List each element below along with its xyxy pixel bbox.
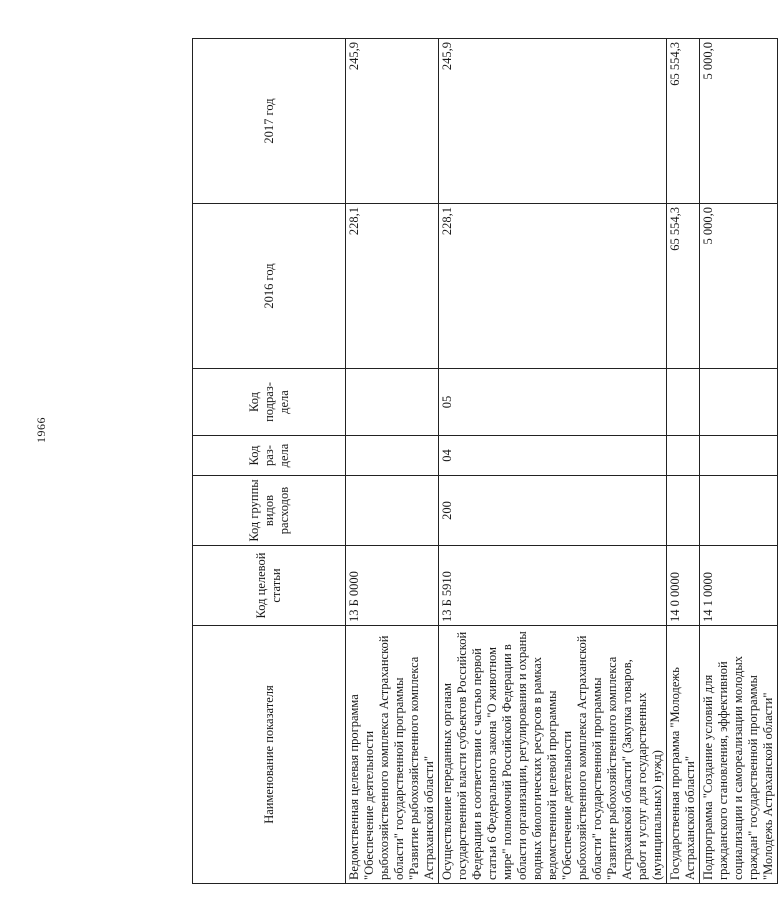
table-row — [700, 39, 778, 884]
budget-table — [192, 38, 778, 884]
header-target-code: Код целевой статьи — [193, 546, 346, 626]
cell-2017: 5 000,0 — [700, 39, 778, 204]
cell-2016: 228,1 — [346, 204, 439, 369]
cell-target-code: 13 Б 5910 — [439, 546, 667, 626]
cell-2017: 65 554,3 — [667, 39, 700, 204]
cell-target-code: 14 1 0000 — [700, 546, 778, 626]
cell-name: Осуществление переданных органам государственной власти субъектов Российской Федерации в соответствии с частью первой статьи 6 Федерального закона "О животном мире" полномочий Российской Федерации в области организации, регулирования и охраны водных биологических ресурсов в рамках ведомственной целевой программы "Обеспечение деятельности рыбохозяйственного комплекса Астраханской области" государственной программы "Развитие рыбохозяйственного комплекса Астраханской области" (Закупка товаров, работ и услуг для государственных (муниципальных) нужд) — [439, 626, 667, 884]
header-indicator-name: Наименование показателя — [193, 626, 346, 884]
cell-2016: 228,1 — [439, 204, 667, 369]
cell-section-code: 04 — [439, 436, 667, 476]
cell-2017: 245,9 — [439, 39, 667, 204]
cell-2017: 245,9 — [346, 39, 439, 204]
page-number: 1966 — [34, 417, 48, 443]
header-year-2016: 2016 год — [193, 204, 346, 369]
cell-subsection-code — [700, 369, 778, 436]
header-expense-group-code: Код группы видов расходов — [193, 476, 346, 546]
header-year-2017: 2017 год — [193, 39, 346, 204]
cell-subsection-code — [346, 369, 439, 436]
cell-name: Подпрограмма "Создание условий для гражданского становления, эффективной социализации и самореализации молодых граждан" государственной программы "Молодежь Астраханской области" — [700, 626, 778, 884]
table-header-row — [193, 39, 346, 884]
table-row — [667, 39, 700, 884]
header-section-code: Код раз-дела — [193, 436, 346, 476]
cell-section-code — [700, 436, 778, 476]
table-row — [346, 39, 439, 884]
cell-subsection-code — [667, 369, 700, 436]
cell-section-code — [667, 436, 700, 476]
cell-2016: 65 554,3 — [667, 204, 700, 369]
cell-group-code — [667, 476, 700, 546]
cell-group-code: 200 — [439, 476, 667, 546]
cell-target-code: 14 0 0000 — [667, 546, 700, 626]
cell-subsection-code: 05 — [439, 369, 667, 436]
cell-name: Ведомственная целевая программа "Обеспечение деятельности рыбохозяйственного комплекса Астраханской области" государственной программы "Развитие рыбохозяйственного комплекса Астраханской области" — [346, 626, 439, 884]
header-subsection-code: Код подраз-дела — [193, 369, 346, 436]
cell-target-code: 13 Б 0000 — [346, 546, 439, 626]
cell-group-code — [700, 476, 778, 546]
rotated-table-container — [192, 39, 775, 884]
cell-group-code — [346, 476, 439, 546]
table-row — [439, 39, 667, 884]
cell-name: Государственная программа "Молодежь Астраханской области" — [667, 626, 700, 884]
cell-2016: 5 000,0 — [700, 204, 778, 369]
cell-section-code — [346, 436, 439, 476]
